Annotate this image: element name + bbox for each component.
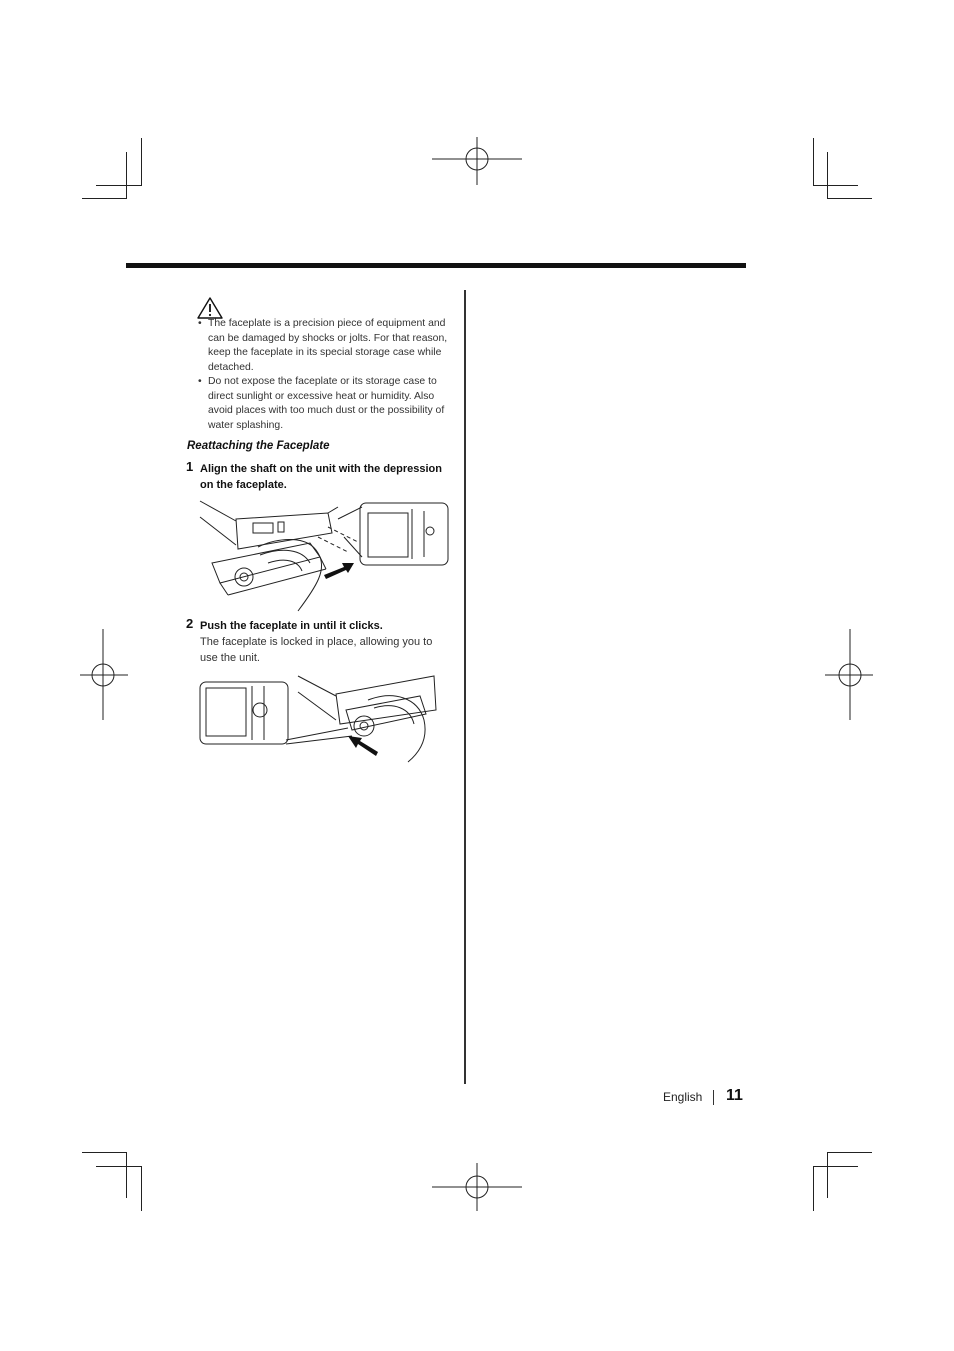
- registration-target-right: [825, 628, 875, 722]
- step-instruction: Push the faceplate in until it clicks.: [200, 620, 383, 632]
- page-number: 11: [726, 1087, 743, 1104]
- registration-target-left: [80, 628, 130, 722]
- column-divider: [464, 290, 466, 1084]
- warning-triangle-icon: [197, 297, 223, 319]
- caution-list: [197, 317, 449, 433]
- footer-language: English: [663, 1090, 703, 1104]
- registration-target-bottom: [430, 1163, 524, 1213]
- footer-separator: [713, 1090, 714, 1105]
- step-description: The faceplate is locked in place, allowing you to use the unit.: [200, 636, 433, 664]
- caution-item: • Do not expose the faceplate or its storage case to direct sunlight or excessive heat or humidity. Also avoid places with too much dust or the possibility of water splashing.: [197, 375, 449, 433]
- step-number: 1: [186, 459, 194, 474]
- figure-align-faceplate: [198, 497, 452, 613]
- step-instruction: Align the shaft on the unit with the depression on the faceplate.: [200, 463, 442, 491]
- registration-target-top: [430, 137, 524, 187]
- header-rule: [126, 263, 746, 268]
- caution-item: • The faceplate is a precision piece of equipment and can be damaged by shocks or jolts. For that reason, keep the faceplate in its special storage case while detached.: [197, 317, 449, 375]
- step-number: 2: [186, 616, 194, 631]
- section-title: Reattaching the Faceplate: [187, 440, 330, 452]
- figure-push-faceplate: [198, 670, 454, 766]
